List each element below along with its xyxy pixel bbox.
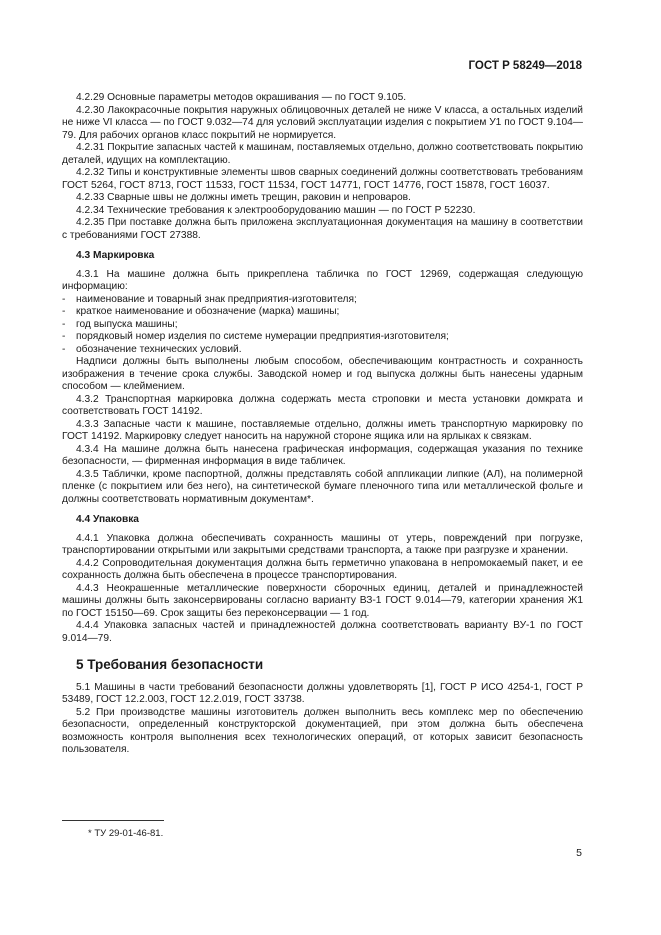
page-body xyxy=(62,92,583,757)
marking-inscriptions-text: Надписи должны быть выполнены любым способом, обеспечивающим контрастность и сохранность изображения в течение срока службы. Заводской номер и год выпуска должны быть нанесены ударным способом — клеймением. xyxy=(62,356,583,392)
clause-4-2-30: 4.2.30 Лакокрасочные покрытия наружных облицовочных деталей не ниже V класса, а остальных изделий не ниже VI класса — по ГОСТ 9.032—74 для условий эксплуатации изделия с покрытием У1 по ГОСТ 9.104—79. Для рабочих органов класс покрытий не нормируется. xyxy=(62,104,583,141)
clause-4-2-29: 4.2.29 Основные параметры методов окрашивания — по ГОСТ 9.105. xyxy=(76,92,407,103)
clause-4-3-2: 4.3.2 Транспортная маркировка должна содержать места строповки и места установки домкрата и соответствовать ГОСТ 14192. xyxy=(62,393,583,417)
section-4-3-heading: 4.3 Маркировка xyxy=(76,250,155,261)
footnote: * ТУ 29-01-46-81. xyxy=(88,828,164,839)
clause-4-2-33: 4.2.33 Сварные швы не должны иметь трещин, раковин и непроваров. xyxy=(76,192,411,203)
clause-4-3-1: 4.3.1 На машине должна быть прикреплена табличка по ГОСТ 12969, содержащая следующую информацию: xyxy=(62,268,583,292)
clause-4-2-35: 4.2.35 При поставке должна быть приложена эксплуатационная документация на машину в соответствии с требованиями ГОСТ 27388. xyxy=(62,217,583,241)
section-5-heading: 5 Требования безопасности xyxy=(76,657,264,672)
marking-list xyxy=(62,294,583,357)
clause-4-2-32: 4.2.32 Типы и конструктивные элементы швов сварных соединений должны соответствовать требованиям ГОСТ 5264, ГОСТ 8713, ГОСТ 11533, ГОСТ 11534, ГОСТ 14771, ГОСТ 14776, ГОСТ 15878, ГОСТ 16037. xyxy=(62,167,583,191)
section-4-4-heading: 4.4 Упаковка xyxy=(76,514,139,525)
page-number: 5 xyxy=(576,847,582,859)
list-item: - порядковый номер изделия по системе нумерации предприятия-изготовителя; xyxy=(62,331,583,344)
footnote-separator xyxy=(62,820,164,821)
document-code: ГОСТ Р 58249—2018 xyxy=(468,60,582,72)
clause-4-4-2: 4.4.2 Сопроводительная документация должна быть герметично упакована в непромокаемый пакет, и ее сохранность должна быть обеспечена в процессе транспортирования. xyxy=(62,557,583,581)
clause-4-3-3: 4.3.3 Запасные части к машине, поставляемые отдельно, должны иметь транспортную маркировку по ГОСТ 14192. Маркировку следует наносить на наружной стороне ящика или на ярлыках к связкам. xyxy=(62,418,583,442)
list-item: - краткое наименование и обозначение (марка) машины; xyxy=(62,306,583,319)
list-item: - обозначение технических условий. xyxy=(62,344,583,357)
list-item: - наименование и товарный знак предприятия-изготовителя; xyxy=(62,294,583,307)
clause-5-1: 5.1 Машины в части требований безопасности должны удовлетворять [1], ГОСТ Р ИСО 4254-1, ГОСТ Р 53489, ГОСТ 12.2.003, ГОСТ 12.2.019, ГОСТ 33738. xyxy=(62,681,583,705)
list-item: - год выпуска машины; xyxy=(62,319,583,332)
clause-4-3-4: 4.3.4 На машине должна быть нанесена графическая информация, содержащая указания по технике безопасности, — фирменная информация в виде табличек. xyxy=(62,443,583,467)
clause-5-2: 5.2 При производстве машины изготовитель должен выполнить весь комплекс мер по обеспечению безопасности, определенный конструкторской документацией, при этом должна быть обеспечена возможность контроля выполнения всех технологических операций, от которых зависит безопасность пользователя. xyxy=(62,706,583,755)
clause-4-2-31: 4.2.31 Покрытие запасных частей к машинам, поставляемых отдельно, должно соответствовать покрытию деталей, идущих на комплектацию. xyxy=(62,142,583,166)
clause-4-3-5: 4.3.5 Таблички, кроме паспортной, должны представлять собой аппликации липкие (АЛ), на полимерной пленке (с покрытием или без него), на синтетической бумаге пленочного типа или металлической фольге и должны соответствовать нормативным документам*. xyxy=(62,468,583,505)
clause-4-4-4: 4.4.4 Упаковка запасных частей и принадлежностей должна соответствовать варианту ВУ-1 по ГОСТ 9.014—79. xyxy=(62,620,583,644)
clause-4-4-1: 4.4.1 Упаковка должна обеспечивать сохранность машины от утерь, повреждений при погрузке, транспортировании открытыми или закрытыми средствами транспорта, а также при разгрузке и хранении. xyxy=(62,532,583,556)
clause-4-2-34: 4.2.34 Технические требования к электрооборудованию машин — по ГОСТ Р 52230. xyxy=(76,204,476,216)
clause-4-4-3: 4.4.3 Неокрашенные металлические поверхности сборочных единиц, деталей и принадлежностей машины должны быть законсервированы согласно варианту ВЗ-1 ГОСТ 9.014—79, категории хранения Ж1 по ГОСТ 15150—69. Срок защиты без переконсервации — 1 год. xyxy=(62,582,583,619)
